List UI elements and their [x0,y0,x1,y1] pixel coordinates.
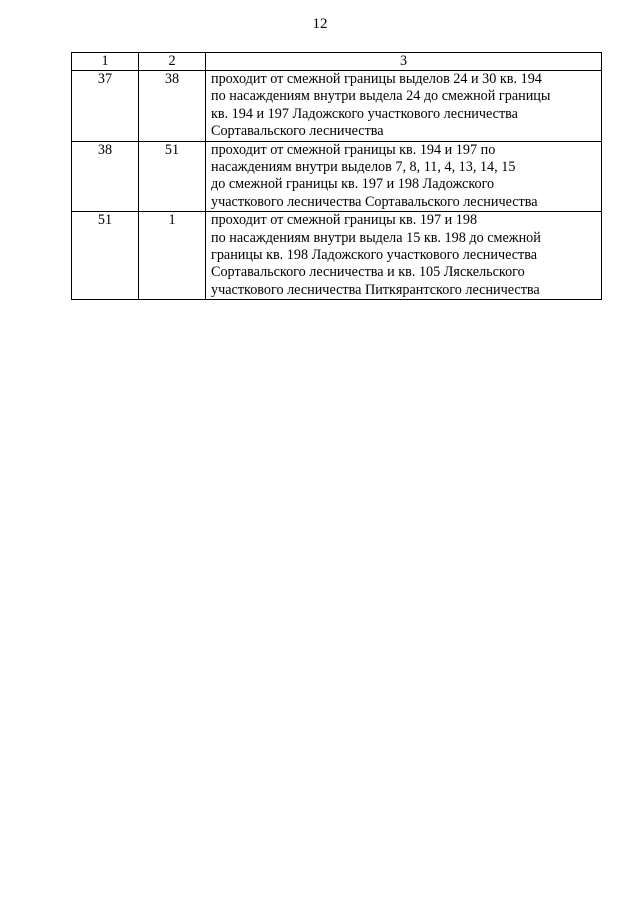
table-header-row [72,53,602,71]
description-line: насаждениям внутри выделов 7, 8, 11, 4, 13, 14, 15 [211,159,516,176]
row-from-point: 37 [72,71,139,142]
description-line: границы кв. 198 Ладожского участкового лесничества [211,247,538,264]
description-line: проходит от смежной границы кв. 197 и 198 [211,212,478,229]
description-line: Сортавальского лесничества и кв. 105 Ляскельского [211,264,525,281]
row-from-point: 38 [72,141,139,212]
description-line: до смежной границы кв. 197 и 198 Ладожского [211,176,495,193]
column-header-1: 1 [72,53,139,71]
description-line: Сортавальского лесничества [211,123,384,140]
table-row [72,212,602,300]
row-to-point: 51 [139,141,206,212]
table-row [72,71,602,142]
row-from-point: 51 [72,212,139,300]
column-header-3: 3 [206,53,602,71]
row-description [206,71,602,142]
column-header-2: 2 [139,53,206,71]
description-line: по насаждениям внутри выдела 15 кв. 198 до смежной [211,229,541,246]
boundary-table [71,52,602,300]
row-to-point: 38 [139,71,206,142]
description-line: кв. 194 и 197 Ладожского участкового лесничества [211,105,518,122]
row-description [206,141,602,212]
description-line: участкового лесничества Питкярантского лесничества [211,281,540,298]
table-row [72,141,602,212]
row-to-point: 1 [139,212,206,300]
page-number: 12 [312,16,328,32]
description-line: проходит от смежной границы кв. 194 и 197 по [211,141,496,158]
description-line: участкового лесничества Сортавальского лесничества [211,193,538,210]
description-line: проходит от смежной границы выделов 24 и 30 кв. 194 [211,71,542,87]
row-description [206,212,602,300]
description-line: по насаждениям внутри выдела 24 до смежной границы [211,88,551,105]
